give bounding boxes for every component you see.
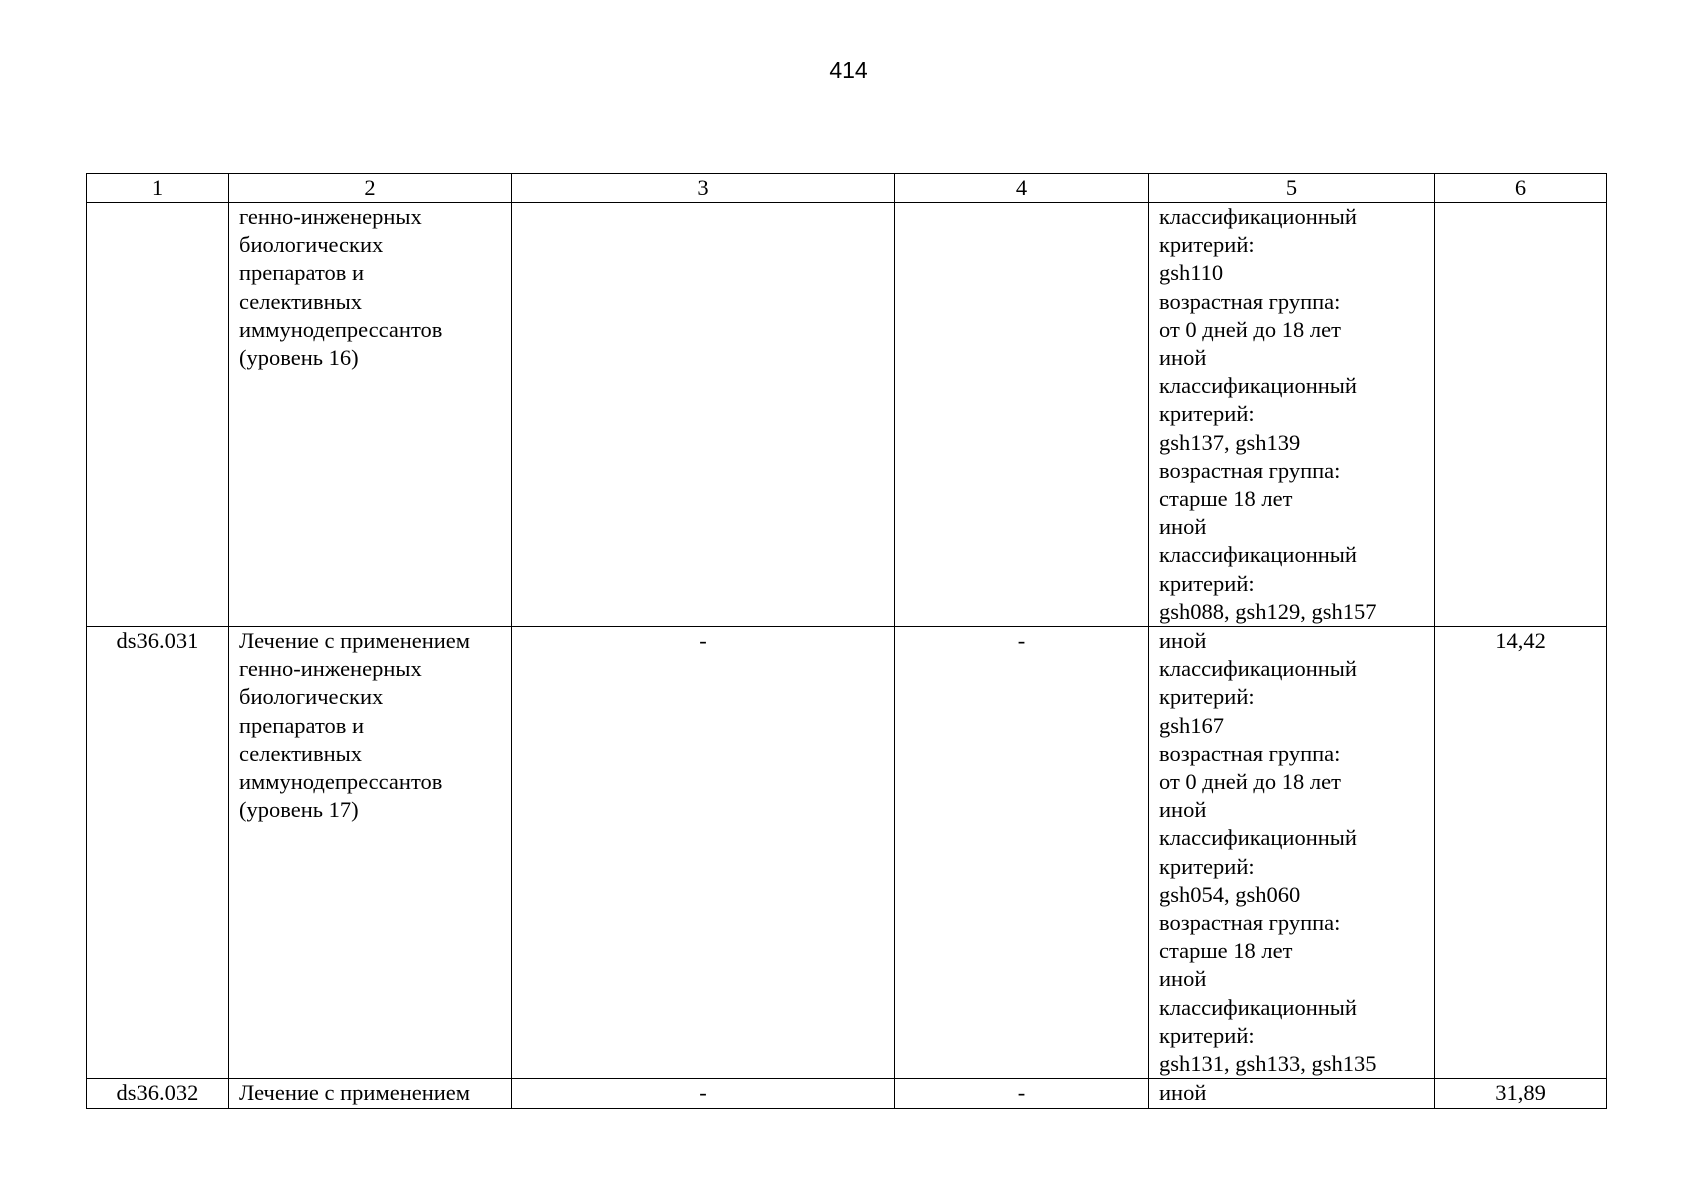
page-number: 414 — [829, 57, 868, 83]
code-cell — [87, 203, 229, 627]
text-line: (уровень 16) — [239, 345, 359, 371]
text-line: критерий: — [1159, 684, 1255, 710]
code-cell: ds36.031 — [87, 627, 229, 1079]
text-line: критерий: — [1159, 570, 1255, 596]
text-line: генно-инженерных — [239, 656, 422, 682]
text-line: препаратов и — [239, 260, 365, 286]
table-row — [87, 1079, 1607, 1108]
col4-cell: - — [895, 1079, 1149, 1108]
text-line: классификационный — [1159, 656, 1357, 682]
text-line: возрастная группа: — [1159, 288, 1341, 314]
criteria-cell — [1149, 203, 1435, 627]
text-line: препаратов и — [239, 712, 365, 738]
name-cell — [229, 203, 512, 627]
text-line: gsh131, gsh133, gsh135 — [1159, 1051, 1377, 1077]
text-line: старше 18 лет — [1159, 486, 1293, 512]
name-cell — [229, 627, 512, 1079]
col3-cell: - — [512, 627, 895, 1079]
coefficient-cell: 14,42 — [1435, 627, 1607, 1079]
col3-cell: - — [512, 1079, 895, 1108]
text-line: классификационный — [1159, 373, 1357, 399]
text-line: критерий: — [1159, 1022, 1255, 1048]
text-line: критерий: — [1159, 401, 1255, 427]
col4-cell: - — [895, 627, 1149, 1079]
column-header: 5 — [1149, 174, 1435, 203]
text-line: критерий: — [1159, 853, 1255, 879]
column-header: 1 — [87, 174, 229, 203]
text-line: от 0 дней до 18 лет — [1159, 769, 1341, 795]
table-row — [87, 627, 1607, 1079]
text-line: иной — [1159, 797, 1207, 823]
col4-cell — [895, 203, 1149, 627]
text-line: Лечение с применением — [239, 1080, 471, 1106]
text-line: иной — [1159, 1080, 1207, 1106]
table-row — [87, 203, 1607, 627]
column-header: 4 — [895, 174, 1149, 203]
col3-cell — [512, 203, 895, 627]
text-line: gsh110 — [1159, 260, 1224, 286]
text-line: gsh137, gsh139 — [1159, 429, 1301, 455]
criteria-cell — [1149, 627, 1435, 1079]
text-line: возрастная группа: — [1159, 740, 1341, 766]
text-line: gsh054, gsh060 — [1159, 881, 1301, 907]
text-line: критерий: — [1159, 232, 1255, 258]
table-header-row — [87, 174, 1607, 203]
text-line: генно-инженерных — [239, 204, 422, 229]
text-line: от 0 дней до 18 лет — [1159, 316, 1341, 342]
text-line: селективных — [239, 288, 363, 314]
text-line: классификационный — [1159, 204, 1357, 229]
text-line: иной — [1159, 345, 1207, 371]
text-line: иммунодепрессантов — [239, 316, 443, 342]
column-header: 2 — [229, 174, 512, 203]
tariff-table — [86, 173, 1607, 1109]
text-line: биологических — [239, 232, 384, 258]
text-line: селективных — [239, 740, 363, 766]
text-line: возрастная группа: — [1159, 910, 1341, 936]
text-line: иной — [1159, 514, 1207, 540]
text-line: биологических — [239, 684, 384, 710]
name-cell — [229, 1079, 512, 1108]
column-header: 6 — [1435, 174, 1607, 203]
text-line: иной — [1159, 966, 1207, 992]
text-line: классификационный — [1159, 994, 1357, 1020]
text-line: (уровень 17) — [239, 797, 359, 823]
text-line: классификационный — [1159, 542, 1357, 568]
coefficient-cell: 31,89 — [1435, 1079, 1607, 1108]
text-line: иммунодепрессантов — [239, 769, 443, 795]
text-line: возрастная группа: — [1159, 457, 1341, 483]
code-cell: ds36.032 — [87, 1079, 229, 1108]
criteria-cell — [1149, 1079, 1435, 1108]
text-line: старше 18 лет — [1159, 938, 1293, 964]
text-line: иной — [1159, 628, 1207, 654]
text-line: gsh167 — [1159, 712, 1225, 738]
text-line: gsh088, gsh129, gsh157 — [1159, 598, 1377, 624]
coefficient-cell — [1435, 203, 1607, 627]
text-line: Лечение с применением — [239, 628, 471, 654]
text-line: классификационный — [1159, 825, 1357, 851]
column-header: 3 — [512, 174, 895, 203]
